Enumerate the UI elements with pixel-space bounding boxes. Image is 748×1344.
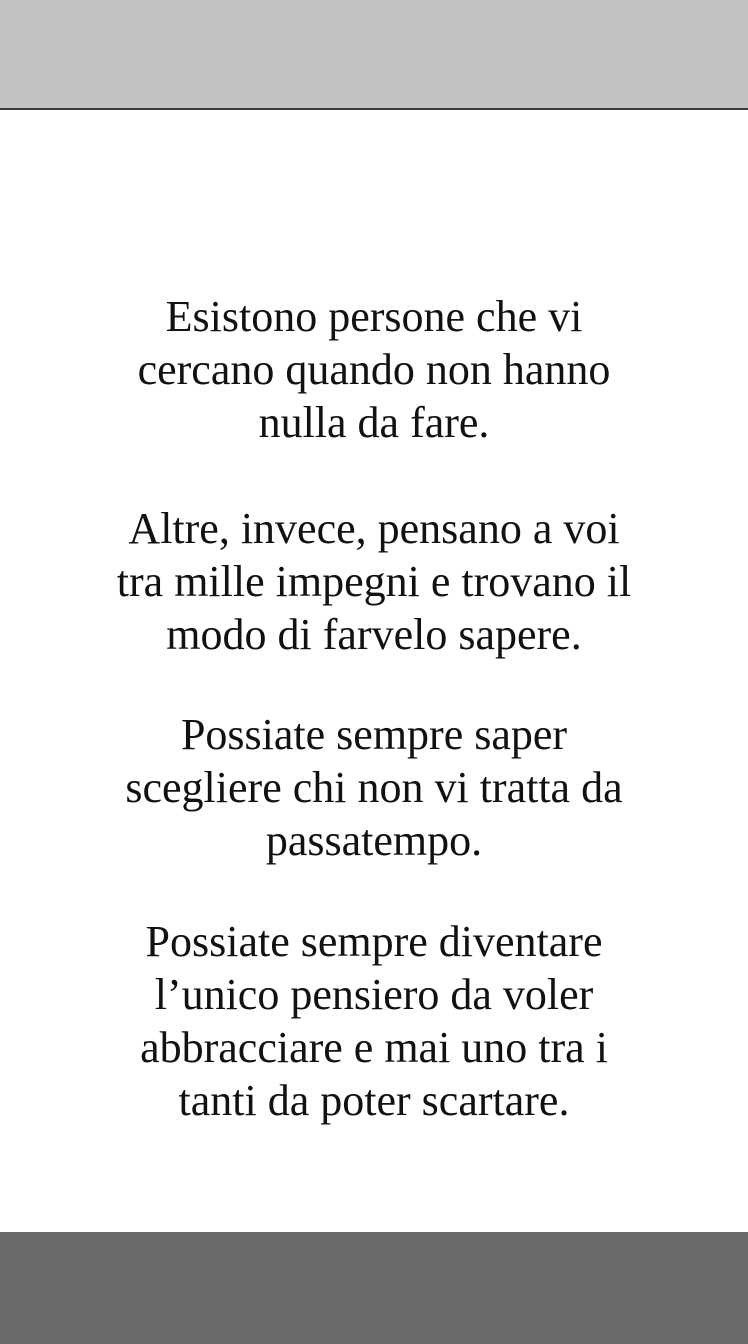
quote-line: Altre, invece, pensano a voi [128,504,620,553]
quote-line: abbracciare e mai uno tra i [140,1023,608,1072]
top-overlay-bar [0,0,748,110]
story-text-card [0,112,748,1232]
quote-paragraph-4 [40,915,708,1127]
quote-line: cercano quando non hanno [137,345,611,394]
quote-line: l’unico pensiero da voler [154,970,594,1019]
quote-line: scegliere chi non vi tratta da [125,763,623,812]
quote-line: modo di farvelo sapere. [166,610,582,659]
quote-line: Possiate sempre diventare [145,917,603,966]
quote-line: nulla da fare. [258,398,490,447]
quote-line: tanti da poter scartare. [178,1076,570,1125]
quote-line: tra mille impegni e trovano il [116,557,632,606]
bottom-overlay-bar [0,1232,748,1344]
quote-line: Esistono persone che vi [165,292,583,341]
quote-paragraph-3 [40,708,708,867]
quote-line: passatempo. [265,816,483,865]
quote-paragraph-1 [40,290,708,449]
quote-line: Possiate sempre saper [180,710,568,759]
quote-paragraph-2 [40,502,708,661]
